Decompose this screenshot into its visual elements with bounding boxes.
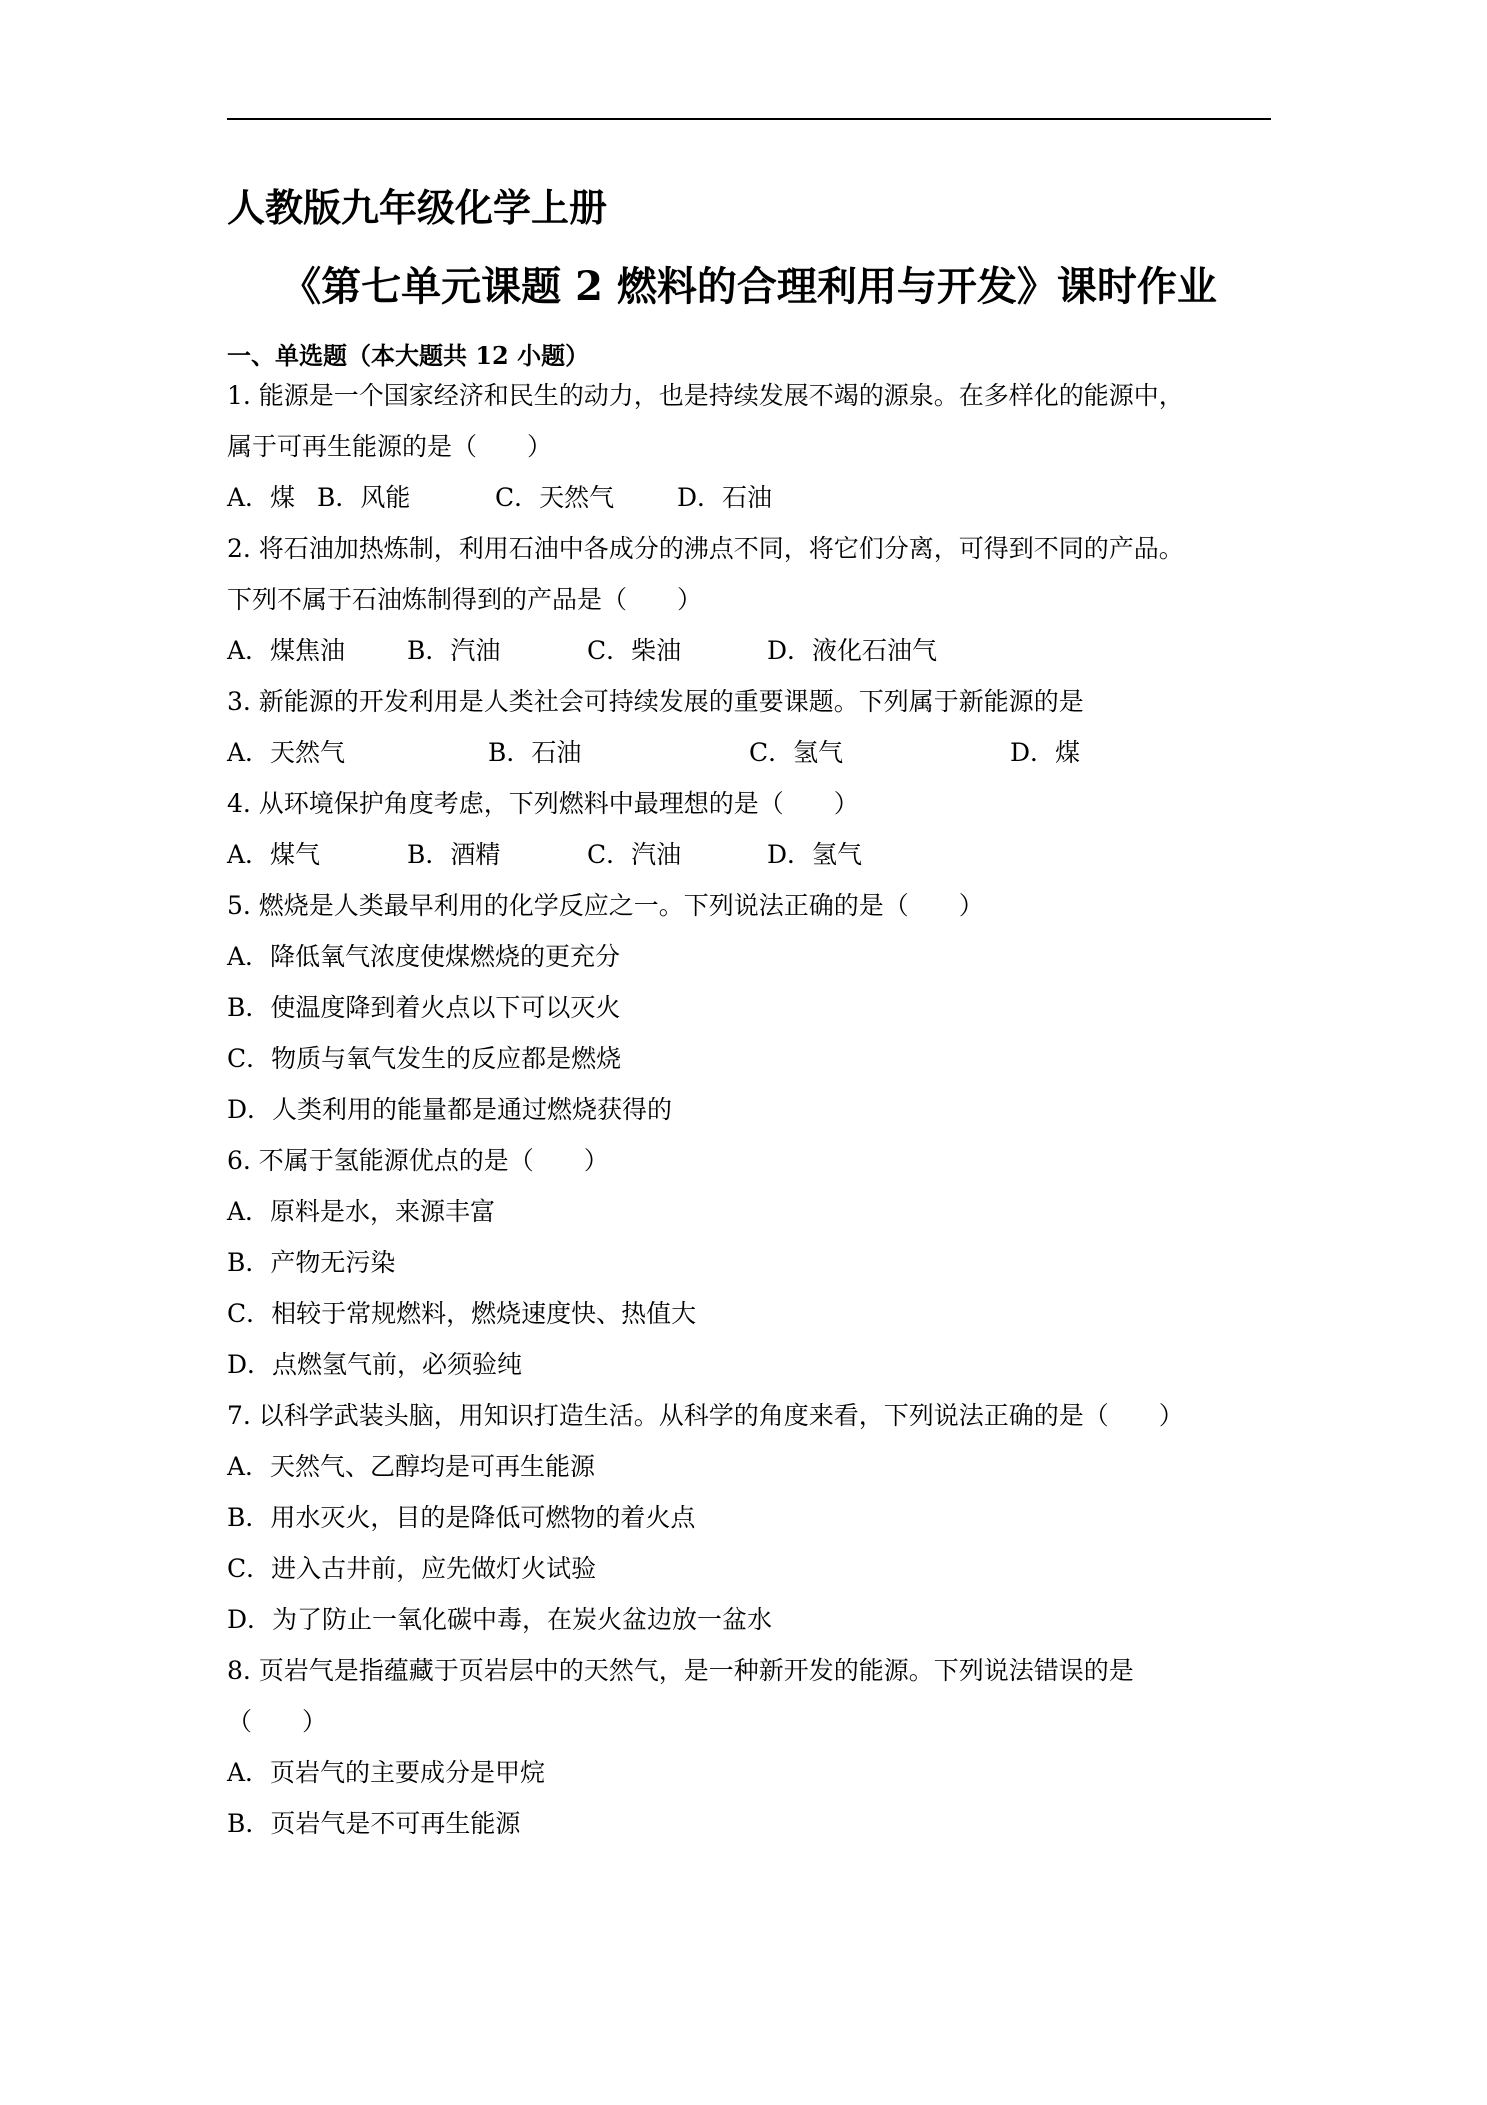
q7-option-c: C．进入古井前，应先做灯火试验 <box>227 1554 597 1583</box>
q6-option-b: B．产物无污染 <box>227 1248 396 1277</box>
q3-option-d: D．煤 <box>1010 738 1081 767</box>
q5-option-d: D．人类利用的能量都是通过燃烧获得的 <box>227 1095 673 1124</box>
q3-option-b: B．石油 <box>488 738 582 767</box>
q4-option-c: C．汽油 <box>587 840 682 869</box>
q6-option-d: D．点燃氢气前，必须验纯 <box>227 1350 523 1379</box>
q8-stem-line1: 8. 页岩气是指蕴藏于页岩层中的天然气，是一种新开发的能源。下列说法错误的是 <box>227 1656 1134 1685</box>
q3-option-a: A．天然气 <box>227 738 346 767</box>
q6-stem-line1: 6. 不属于氢能源优点的是（ ） <box>227 1146 609 1175</box>
q1-option-a: A．煤 <box>227 483 296 512</box>
doc-title-line1: 人教版九年级化学上册 <box>227 185 608 230</box>
q2-option-c: C．柴油 <box>587 636 682 665</box>
q7-stem-line1: 7. 以科学武装头脑，用知识打造生活。从科学的角度来看，下列说法正确的是（ ） <box>227 1401 1184 1430</box>
doc-title-line2: 《第七单元课题 2 燃料的合理利用与开发》课时作业 <box>281 263 1217 310</box>
q7-option-d: D．为了防止一氧化碳中毒，在炭火盆边放一盆水 <box>227 1605 773 1634</box>
q4-option-a: A．煤气 <box>227 840 321 869</box>
q3-option-c: C．氢气 <box>749 738 844 767</box>
q1-option-c: C．天然气 <box>495 483 615 512</box>
q6-option-c: C．相较于常规燃料，燃烧速度快、热值大 <box>227 1299 697 1328</box>
q4-stem-line1: 4. 从环境保护角度考虑，下列燃料中最理想的是（ ） <box>227 789 859 818</box>
q7-option-b: B．用水灭火，目的是降低可燃物的着火点 <box>227 1503 696 1532</box>
q8-option-a: A．页岩气的主要成分是甲烷 <box>227 1758 546 1787</box>
q1-option-b: B．风能 <box>317 483 411 512</box>
q3-stem-line1: 3. 新能源的开发利用是人类社会可持续发展的重要课题。下列属于新能源的是 <box>227 687 1084 716</box>
q2-options <box>227 633 1271 669</box>
q1-stem-line1: 1. 能源是一个国家经济和民生的动力，也是持续发展不竭的源泉。在多样化的能源中， <box>227 381 1184 410</box>
q2-option-b: B．汽油 <box>407 636 501 665</box>
q2-option-d: D．液化石油气 <box>767 636 938 665</box>
q2-stem-line1: 2. 将石油加热炼制，利用石油中各成分的沸点不同，将它们分离，可得到不同的产品。 <box>227 534 1184 563</box>
q5-option-c: C．物质与氧气发生的反应都是燃烧 <box>227 1044 622 1073</box>
q4-option-d: D．氢气 <box>767 840 863 869</box>
q2-option-a: A．煤焦油 <box>227 636 346 665</box>
q3-options <box>227 735 1271 771</box>
header-rule <box>227 118 1271 120</box>
q8-option-b: B．页岩气是不可再生能源 <box>227 1809 521 1838</box>
q4-options <box>227 837 1271 873</box>
q4-option-b: B．酒精 <box>407 840 501 869</box>
q1-stem-line2: 属于可再生能源的是（ ） <box>227 432 553 461</box>
q5-option-b: B．使温度降到着火点以下可以灭火 <box>227 993 621 1022</box>
q1-options <box>227 480 1271 516</box>
q2-stem-line2: 下列不属于石油炼制得到的产品是（ ） <box>227 585 703 614</box>
q8-stem-line2: （ ） <box>227 1707 328 1736</box>
q5-stem-line1: 5. 燃烧是人类最早利用的化学反应之一。下列说法正确的是（ ） <box>227 891 984 920</box>
q1-option-d: D．石油 <box>677 483 773 512</box>
q6-option-a: A．原料是水，来源丰富 <box>227 1197 496 1226</box>
section-heading: 一、单选题（本大题共 12 小题） <box>227 341 590 370</box>
q5-option-a: A．降低氧气浓度使煤燃烧的更充分 <box>227 942 621 971</box>
q7-option-a: A．天然气、乙醇均是可再生能源 <box>227 1452 596 1481</box>
